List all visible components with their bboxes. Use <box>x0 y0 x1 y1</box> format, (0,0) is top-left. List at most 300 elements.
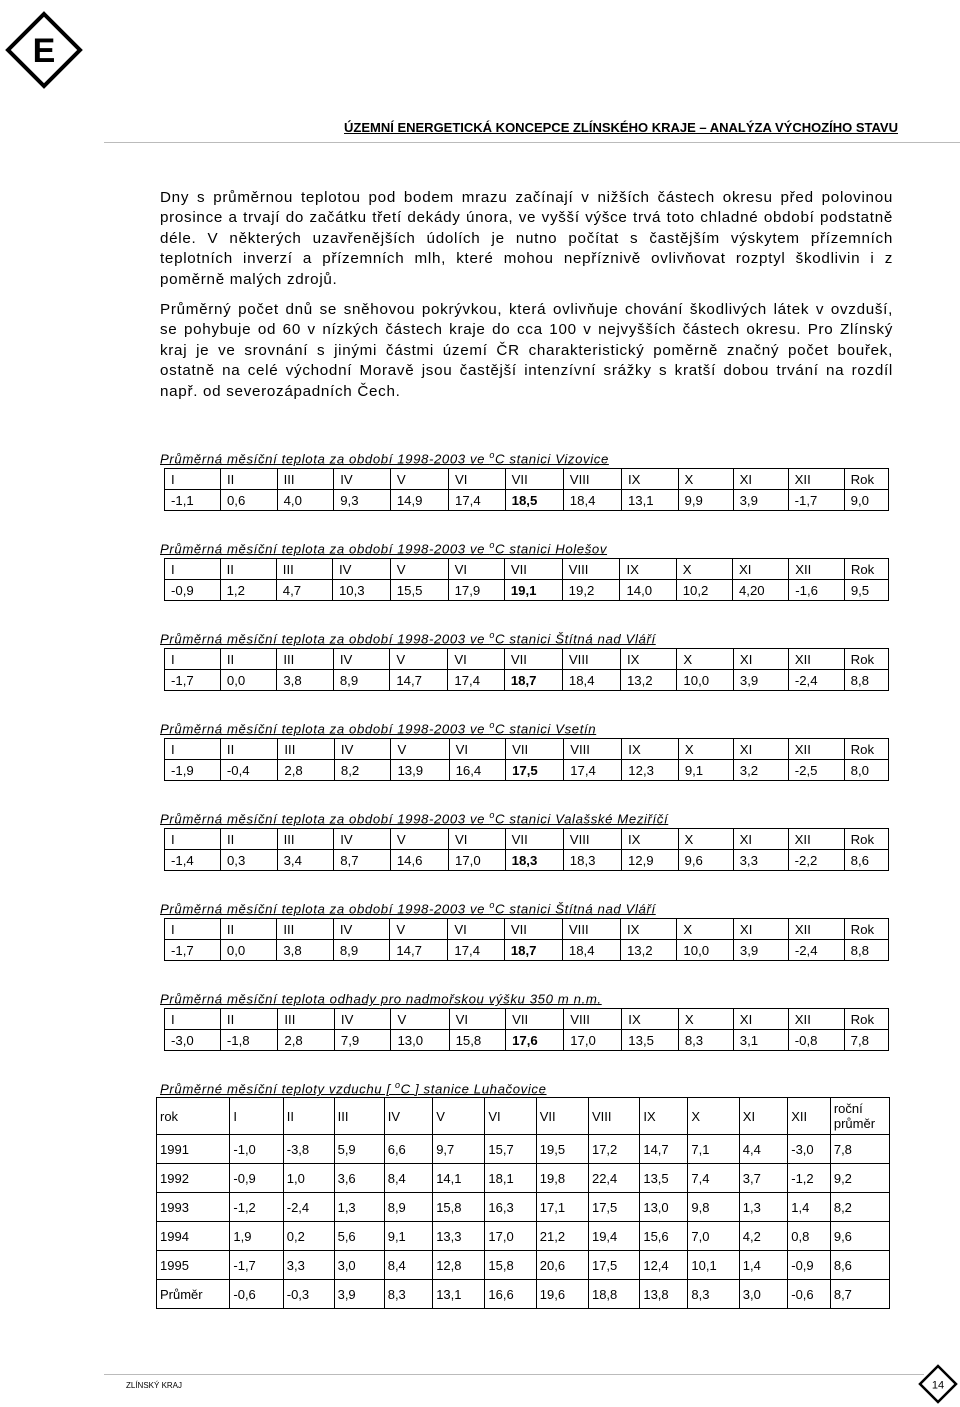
value-cell: -0,9 <box>230 1164 283 1193</box>
value-cell: 7,1 <box>688 1135 739 1164</box>
month-header-cell: X <box>677 649 733 670</box>
value-cell: 3,1 <box>733 1030 788 1051</box>
luhacovice-table <box>156 1097 890 1309</box>
value-cell: 8,4 <box>384 1164 432 1193</box>
column-header-cell: rok <box>157 1098 230 1135</box>
value-cell: 15,8 <box>449 1030 506 1051</box>
month-header-cell: VI <box>449 829 506 850</box>
month-header-cell: IX <box>621 829 678 850</box>
value-cell: 14,7 <box>390 670 448 691</box>
value-cell: 10,1 <box>688 1251 739 1280</box>
table-header-row <box>165 649 889 670</box>
month-header-cell: VII <box>505 829 563 850</box>
column-header-cell: III <box>334 1098 384 1135</box>
table-header-row <box>157 1098 890 1135</box>
month-header-cell: XII <box>788 829 844 850</box>
value-cell: 0,3 <box>220 850 277 871</box>
value-cell: 14,6 <box>390 850 448 871</box>
value-cell: 13,2 <box>620 940 676 961</box>
value-cell: 9,1 <box>678 760 733 781</box>
value-cell: 17,0 <box>564 1030 622 1051</box>
value-cell: 4,7 <box>276 580 332 601</box>
value-cell: 1,4 <box>739 1251 787 1280</box>
temperature-table <box>164 738 889 781</box>
value-cell: 17,1 <box>536 1193 588 1222</box>
value-cell: 14,0 <box>620 580 676 601</box>
month-header-cell: V <box>390 829 448 850</box>
month-header-cell: XI <box>733 919 788 940</box>
value-cell: 19,8 <box>536 1164 588 1193</box>
value-cell: 8,2 <box>830 1193 889 1222</box>
value-cell: 19,4 <box>588 1222 639 1251</box>
month-header-cell: V <box>391 739 449 760</box>
column-header-cell: I <box>230 1098 283 1135</box>
value-cell: -0,6 <box>788 1280 831 1309</box>
table-row <box>157 1251 890 1280</box>
value-cell: 19,1 <box>504 580 562 601</box>
value-cell: 17,2 <box>588 1135 639 1164</box>
value-cell: 12,4 <box>640 1251 688 1280</box>
value-cell: -1,6 <box>789 580 845 601</box>
month-header-cell: X <box>676 559 732 580</box>
value-cell: 0,0 <box>220 940 276 961</box>
value-cell: 13,1 <box>433 1280 485 1309</box>
month-header-cell: V <box>391 1009 449 1030</box>
month-header-cell: IV <box>334 829 391 850</box>
month-header-cell: XI <box>733 469 788 490</box>
value-cell: 13,1 <box>621 490 678 511</box>
month-header-cell: II <box>220 919 276 940</box>
month-header-cell: VII <box>504 649 562 670</box>
value-cell: 3,9 <box>334 1280 384 1309</box>
temperature-table <box>164 918 889 961</box>
value-cell: 8,3 <box>678 1030 733 1051</box>
value-cell: -3,0 <box>165 1030 221 1051</box>
month-header-cell: IX <box>622 1009 679 1030</box>
value-cell: -1,7 <box>165 940 221 961</box>
column-header-cell: VIII <box>588 1098 639 1135</box>
value-cell: 13,5 <box>622 1030 679 1051</box>
value-cell: 3,3 <box>733 850 788 871</box>
value-cell: 3,9 <box>733 490 788 511</box>
value-cell: 13,3 <box>433 1222 485 1251</box>
month-header-cell: VIII <box>563 829 621 850</box>
month-header-cell: II <box>220 649 276 670</box>
value-cell: 9,6 <box>678 850 733 871</box>
value-cell: 14,7 <box>640 1135 688 1164</box>
month-header-cell: I <box>165 649 221 670</box>
value-cell: 8,9 <box>333 670 389 691</box>
value-cell: 5,6 <box>334 1222 384 1251</box>
value-cell: 9,0 <box>844 490 888 511</box>
value-cell: 4,4 <box>739 1135 787 1164</box>
value-cell: 7,8 <box>830 1135 889 1164</box>
value-cell: 4,2 <box>739 1222 787 1251</box>
row-label-cell: 1995 <box>157 1251 230 1280</box>
value-cell: 18,7 <box>504 670 562 691</box>
value-cell: 9,7 <box>433 1135 485 1164</box>
month-header-cell: III <box>277 649 333 670</box>
value-cell: 8,9 <box>384 1193 432 1222</box>
value-cell: 9,1 <box>384 1222 432 1251</box>
month-header-cell: VIII <box>562 919 620 940</box>
value-cell: 13,0 <box>640 1193 688 1222</box>
value-cell: 3,6 <box>334 1164 384 1193</box>
value-cell: 10,2 <box>676 580 732 601</box>
column-header-cell: VI <box>485 1098 536 1135</box>
month-header-cell: XI <box>733 1009 788 1030</box>
value-cell: 8,7 <box>334 850 391 871</box>
value-cell: 18,4 <box>562 670 620 691</box>
body-text-block <box>160 188 893 402</box>
value-cell: -1,9 <box>165 760 221 781</box>
value-cell: 8,7 <box>830 1280 889 1309</box>
temperature-table <box>164 468 889 511</box>
table-caption: Průměrná měsíční teplota za období 1998-2003 ve $^o$C stanici Holešov <box>160 540 608 557</box>
month-header-cell: V <box>390 469 448 490</box>
month-header-cell: Rok <box>844 829 888 850</box>
month-header-cell: IX <box>620 919 676 940</box>
table-header-row <box>165 1009 889 1030</box>
value-cell: 3,7 <box>739 1164 787 1193</box>
table-row <box>157 1193 890 1222</box>
month-header-cell: IV <box>334 739 391 760</box>
month-header-cell: V <box>390 649 448 670</box>
value-cell: 13,9 <box>391 760 449 781</box>
value-cell: 1,4 <box>788 1193 831 1222</box>
value-cell: 8,4 <box>384 1251 432 1280</box>
value-cell: 5,9 <box>334 1135 384 1164</box>
value-cell: 17,9 <box>448 580 504 601</box>
month-header-cell: VI <box>448 559 504 580</box>
value-cell: 3,0 <box>334 1251 384 1280</box>
month-header-cell: VI <box>449 739 506 760</box>
table-header-row <box>165 559 889 580</box>
table-row <box>165 760 889 781</box>
value-cell: -2,4 <box>788 670 844 691</box>
month-header-cell: V <box>390 919 448 940</box>
month-header-cell: IX <box>621 469 678 490</box>
month-header-cell: X <box>678 469 733 490</box>
month-header-cell: VII <box>506 739 564 760</box>
value-cell: 3,8 <box>277 670 333 691</box>
value-cell: 4,0 <box>277 490 334 511</box>
month-header-cell: VII <box>505 469 563 490</box>
value-cell: 0,6 <box>220 490 277 511</box>
month-header-cell: Rok <box>844 1009 888 1030</box>
value-cell: 17,5 <box>588 1193 639 1222</box>
month-header-cell: VIII <box>563 469 621 490</box>
month-header-cell: XII <box>788 919 844 940</box>
value-cell: 16,3 <box>485 1193 536 1222</box>
page-number-badge <box>918 1364 958 1404</box>
table-row <box>165 1030 889 1051</box>
table-row <box>157 1280 890 1309</box>
month-header-cell: IX <box>620 559 676 580</box>
row-label-cell: 1992 <box>157 1164 230 1193</box>
value-cell: 17,0 <box>485 1222 536 1251</box>
table-row <box>165 670 889 691</box>
value-cell: 15,6 <box>640 1222 688 1251</box>
month-header-cell: IX <box>620 649 676 670</box>
value-cell: -1,4 <box>165 850 221 871</box>
table-caption: Průměrná měsíční teplota za období 1998-2003 ve $^o$C stanici Štítná nad Vláří <box>160 630 656 647</box>
footer-region: ZLÍNSKÝ KRAJ <box>126 1381 183 1390</box>
value-cell: 17,4 <box>449 490 506 511</box>
value-cell: -1,0 <box>230 1135 283 1164</box>
value-cell: 13,2 <box>620 670 676 691</box>
value-cell: 14,9 <box>390 490 448 511</box>
value-cell: 9,2 <box>830 1164 889 1193</box>
month-header-cell: VI <box>449 469 506 490</box>
value-cell: 16,4 <box>449 760 506 781</box>
value-cell: -1,2 <box>788 1164 831 1193</box>
value-cell: 3,3 <box>283 1251 334 1280</box>
value-cell: 8,6 <box>830 1251 889 1280</box>
value-cell: 6,6 <box>384 1135 432 1164</box>
table-caption-luhacovice: Průměrné měsíční teploty vzduchu [ $^o$C ] stanice Luhačovice <box>160 1080 547 1097</box>
value-cell: 2,8 <box>278 1030 335 1051</box>
value-cell: 9,9 <box>678 490 733 511</box>
value-cell: 1,3 <box>334 1193 384 1222</box>
month-header-cell: XII <box>788 469 844 490</box>
column-header-cell: XI <box>739 1098 787 1135</box>
month-header-cell: VII <box>506 1009 564 1030</box>
value-cell: 14,7 <box>390 940 448 961</box>
value-cell: 18,5 <box>505 490 563 511</box>
value-cell: 8,3 <box>384 1280 432 1309</box>
table-row <box>157 1164 890 1193</box>
value-cell: 22,4 <box>588 1164 639 1193</box>
month-header-cell: Rok <box>844 919 888 940</box>
table-header-row <box>165 919 889 940</box>
month-header-cell: VIII <box>562 649 620 670</box>
month-header-cell: XI <box>733 829 788 850</box>
month-header-cell: VIII <box>564 739 622 760</box>
month-header-cell: IX <box>622 739 679 760</box>
table-caption: Průměrná měsíční teplota za období 1998-2003 ve $^o$C stanici Valašské Meziříčí <box>160 810 669 827</box>
month-header-cell: X <box>677 919 733 940</box>
value-cell: -0,9 <box>788 1251 831 1280</box>
value-cell: 19,6 <box>536 1280 588 1309</box>
month-header-cell: XI <box>733 649 788 670</box>
month-header-cell: III <box>276 559 332 580</box>
footer-divider <box>104 1374 924 1375</box>
value-cell: 15,5 <box>390 580 448 601</box>
value-cell: -1,1 <box>165 490 221 511</box>
value-cell: 9,8 <box>688 1193 739 1222</box>
month-header-cell: IV <box>334 469 391 490</box>
value-cell: 8,6 <box>844 850 888 871</box>
month-header-cell: I <box>165 739 221 760</box>
value-cell: 17,5 <box>588 1251 639 1280</box>
value-cell: 8,9 <box>333 940 389 961</box>
month-header-cell: I <box>165 559 221 580</box>
value-cell: 3,2 <box>733 760 788 781</box>
value-cell: -0,9 <box>165 580 221 601</box>
value-cell: 17,4 <box>564 760 622 781</box>
value-cell: -2,4 <box>788 940 844 961</box>
table-row <box>157 1135 890 1164</box>
column-header-cell: IV <box>384 1098 432 1135</box>
value-cell: 0,8 <box>788 1222 831 1251</box>
value-cell: 19,5 <box>536 1135 588 1164</box>
value-cell: 12,9 <box>621 850 678 871</box>
value-cell: -2,5 <box>788 760 844 781</box>
value-cell: 10,3 <box>332 580 390 601</box>
value-cell: -0,3 <box>283 1280 334 1309</box>
table-header-row <box>165 739 889 760</box>
value-cell: 13,8 <box>640 1280 688 1309</box>
month-header-cell: IV <box>333 649 389 670</box>
month-header-cell: VII <box>504 559 562 580</box>
value-cell: 18,3 <box>505 850 563 871</box>
value-cell: 8,3 <box>688 1280 739 1309</box>
month-header-cell: I <box>165 829 221 850</box>
value-cell: 3,8 <box>277 940 333 961</box>
table-header-row <box>165 829 889 850</box>
value-cell: 10,0 <box>677 670 733 691</box>
month-header-cell: IV <box>333 919 389 940</box>
month-header-cell: III <box>277 919 333 940</box>
table-row <box>165 850 889 871</box>
value-cell: 18,1 <box>485 1164 536 1193</box>
month-header-cell: I <box>165 469 221 490</box>
value-cell: 1,0 <box>283 1164 334 1193</box>
table-row <box>165 490 889 511</box>
value-cell: 3,9 <box>733 670 788 691</box>
value-cell: -3,8 <box>283 1135 334 1164</box>
value-cell: -1,7 <box>165 670 221 691</box>
month-header-cell: XII <box>789 559 845 580</box>
month-header-cell: X <box>678 1009 733 1030</box>
row-label-cell: 1993 <box>157 1193 230 1222</box>
value-cell: 4,20 <box>732 580 788 601</box>
value-cell: 18,4 <box>563 490 621 511</box>
row-label-cell: 1991 <box>157 1135 230 1164</box>
value-cell: 19,2 <box>562 580 620 601</box>
column-header-cell: XII <box>788 1098 831 1135</box>
value-cell: -3,0 <box>788 1135 831 1164</box>
month-header-cell: I <box>165 1009 221 1030</box>
month-header-cell: X <box>678 739 733 760</box>
value-cell: 15,7 <box>485 1135 536 1164</box>
energy-logo-icon <box>4 10 84 90</box>
paragraph-1: Dny s průměrnou teplotou pod bodem mrazu začínají v nižších částech okresu před polovinou prosince a trvají do začátku třetí dekády února, ve vyšší výšce trvá toto chladné období podstatně déle. V některých uzavřenějších údolích je nutno počítat s častějším výskytem přízemních teplotních inverzí a přízemních mlh, které mohou nepříznivě ovlivňovat rozptyl škodlivin i z poměrně malých zdrojů. <box>160 189 893 288</box>
value-cell: 7,9 <box>334 1030 391 1051</box>
value-cell: 15,8 <box>433 1193 485 1222</box>
value-cell: 18,8 <box>588 1280 639 1309</box>
value-cell: 17,0 <box>449 850 506 871</box>
column-header-cell: X <box>688 1098 739 1135</box>
value-cell: -0,6 <box>230 1280 283 1309</box>
value-cell: 17,6 <box>506 1030 564 1051</box>
value-cell: -2,2 <box>788 850 844 871</box>
temperature-table <box>164 558 889 601</box>
table-header-row <box>165 469 889 490</box>
month-header-cell: Rok <box>844 739 888 760</box>
header-title: ÚZEMNÍ ENERGETICKÁ KONCEPCE ZLÍNSKÉHO KRAJE – ANALÝZA VÝCHOZÍHO STAVU <box>344 120 898 135</box>
month-header-cell: IV <box>332 559 390 580</box>
month-header-cell: II <box>220 829 277 850</box>
value-cell: 0,2 <box>283 1222 334 1251</box>
value-cell: 17,5 <box>506 760 564 781</box>
month-header-cell: XII <box>788 649 844 670</box>
value-cell: 9,5 <box>844 580 888 601</box>
month-header-cell: III <box>278 739 335 760</box>
value-cell: 7,8 <box>844 1030 888 1051</box>
value-cell: 10,0 <box>677 940 733 961</box>
value-cell: 16,6 <box>485 1280 536 1309</box>
value-cell: 3,4 <box>277 850 334 871</box>
value-cell: 8,8 <box>844 670 888 691</box>
month-header-cell: X <box>678 829 733 850</box>
value-cell: 18,3 <box>563 850 621 871</box>
month-header-cell: XI <box>732 559 788 580</box>
month-header-cell: V <box>390 559 448 580</box>
value-cell: 3,0 <box>739 1280 787 1309</box>
value-cell: -2,4 <box>283 1193 334 1222</box>
value-cell: 8,2 <box>334 760 391 781</box>
value-cell: 18,4 <box>562 940 620 961</box>
month-header-cell: II <box>220 1009 277 1030</box>
month-header-cell: XII <box>788 739 844 760</box>
value-cell: 7,4 <box>688 1164 739 1193</box>
month-header-cell: VIII <box>562 559 620 580</box>
month-header-cell: Rok <box>844 469 888 490</box>
column-header-cell: roční průměr <box>830 1098 889 1135</box>
value-cell: 7,0 <box>688 1222 739 1251</box>
month-header-cell: VI <box>449 1009 506 1030</box>
value-cell: 9,6 <box>830 1222 889 1251</box>
value-cell: -1,8 <box>220 1030 277 1051</box>
month-header-cell: VIII <box>564 1009 622 1030</box>
table-caption: Průměrná měsíční teplota odhady pro nadmořskou výšku 350 m n.m. <box>160 991 602 1007</box>
value-cell: -1,2 <box>230 1193 283 1222</box>
month-header-cell: II <box>220 559 276 580</box>
value-cell: 13,0 <box>391 1030 449 1051</box>
value-cell: 17,4 <box>448 940 504 961</box>
temperature-table <box>164 828 889 871</box>
column-header-cell: II <box>283 1098 334 1135</box>
value-cell: 1,2 <box>220 580 276 601</box>
value-cell: -0,8 <box>788 1030 844 1051</box>
column-header-cell: IX <box>640 1098 688 1135</box>
temperature-table <box>164 1008 889 1051</box>
temperature-table <box>164 648 889 691</box>
month-header-cell: III <box>277 829 334 850</box>
value-cell: 1,9 <box>230 1222 283 1251</box>
month-header-cell: III <box>277 469 334 490</box>
value-cell: 15,8 <box>485 1251 536 1280</box>
value-cell: 8,8 <box>844 940 888 961</box>
value-cell: 2,8 <box>278 760 335 781</box>
value-cell: 21,2 <box>536 1222 588 1251</box>
value-cell: 1,3 <box>739 1193 787 1222</box>
month-header-cell: VII <box>504 919 562 940</box>
month-header-cell: XI <box>733 739 788 760</box>
table-caption: Průměrná měsíční teplota za období 1998-2003 ve $^o$C stanici Štítná nad Vláří <box>160 900 656 917</box>
table-caption: Průměrná měsíční teplota za období 1998-2003 ve $^o$C stanici Vizovice <box>160 450 609 467</box>
value-cell: -0,4 <box>220 760 277 781</box>
value-cell: 0,0 <box>220 670 276 691</box>
value-cell: 20,6 <box>536 1251 588 1280</box>
table-row <box>165 940 889 961</box>
month-header-cell: VI <box>448 649 504 670</box>
month-header-cell: III <box>278 1009 335 1030</box>
value-cell: 14,1 <box>433 1164 485 1193</box>
month-header-cell: II <box>220 469 277 490</box>
